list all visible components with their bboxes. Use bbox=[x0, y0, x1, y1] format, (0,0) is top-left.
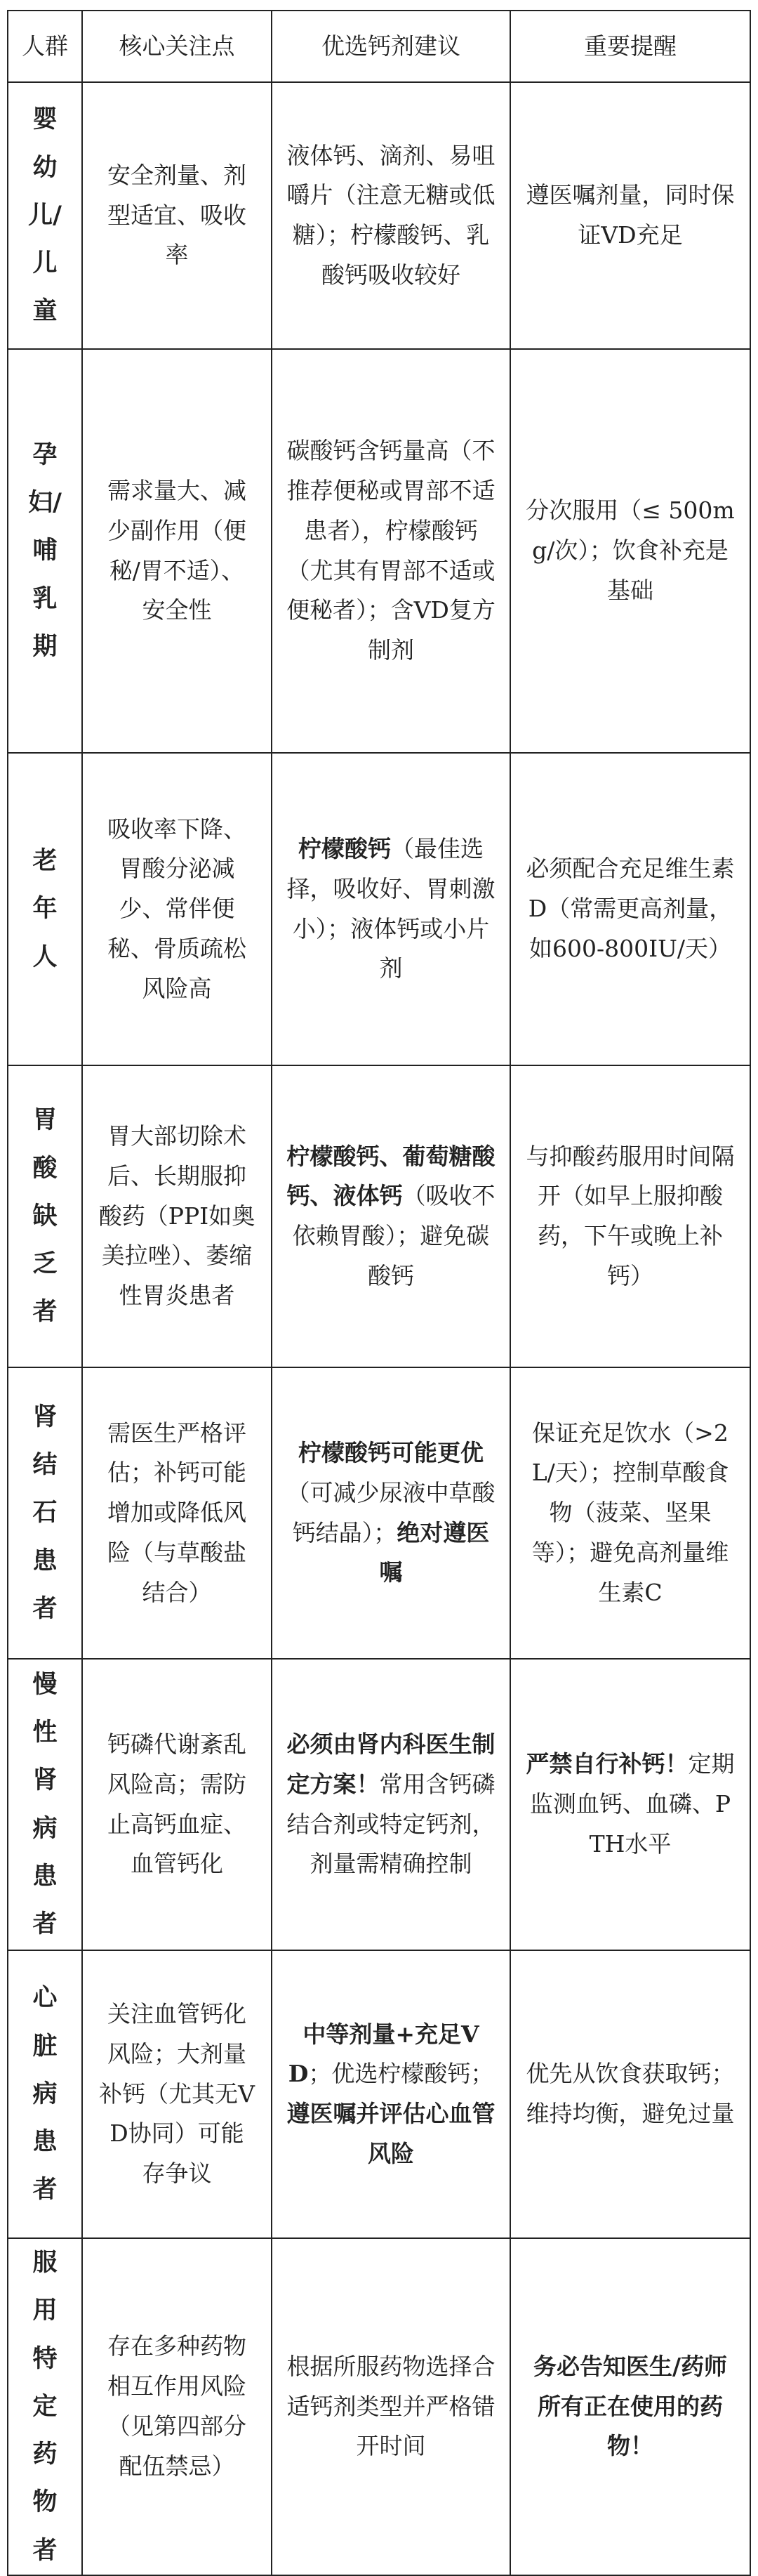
population-cell: 心脏病患者 bbox=[8, 1950, 82, 2238]
population-cell: 孕妇/哺乳期 bbox=[8, 349, 82, 753]
reminder-text: 定期监测血钙、血磷、PTH水平 bbox=[529, 1750, 735, 1858]
reminder-cell bbox=[510, 1950, 750, 2238]
focus-cell: 钙磷代谢紊乱风险高；需防止高钙血症、血管钙化 bbox=[82, 1659, 272, 1950]
suggestion-cell bbox=[272, 349, 510, 753]
suggestion-cell bbox=[272, 82, 510, 349]
population-cell: 服用特定药物者 bbox=[8, 2238, 82, 2575]
suggestion-cell bbox=[272, 1659, 510, 1950]
suggestion-emphasis: 遵医嘱并评估心血管风险 bbox=[286, 2100, 496, 2167]
reminder-cell bbox=[510, 1659, 750, 1950]
suggestion-text: （吸收不依赖胃酸）；避免碳酸钙 bbox=[292, 1182, 496, 1289]
reminder-text: 必须配合充足维生素D（常需更高剂量，如600-800IU/天） bbox=[526, 855, 735, 962]
header-row bbox=[8, 11, 750, 82]
suggestion-text: （最佳选择，吸收好、胃刺激小）；液体钙或小片剂 bbox=[286, 835, 496, 983]
table-row bbox=[8, 1367, 750, 1659]
reminder-cell bbox=[510, 2238, 750, 2575]
suggestion-cell bbox=[272, 1950, 510, 2238]
focus-cell: 需医生严格评估；补钙可能增加或降低风险（与草酸盐结合） bbox=[82, 1367, 272, 1659]
table-row bbox=[8, 349, 750, 753]
population-cell: 肾结石患者 bbox=[8, 1367, 82, 1659]
population-cell: 胃酸缺乏者 bbox=[8, 1065, 82, 1367]
header-important-reminder: 重要提醒 bbox=[510, 11, 750, 82]
suggestion-text: （可减少尿液中草酸钙结晶）； bbox=[286, 1478, 496, 1546]
population-cell: 婴幼儿/儿童 bbox=[8, 82, 82, 349]
focus-cell: 安全剂量、剂型适宜、吸收率 bbox=[82, 82, 272, 349]
header-population: 人群 bbox=[8, 11, 82, 82]
suggestion-text: 常用含钙磷结合剂或特定钙剂，剂量需精确控制 bbox=[286, 1770, 496, 1878]
table-row bbox=[8, 2238, 750, 2575]
table-row bbox=[8, 82, 750, 349]
suggestion-cell bbox=[272, 2238, 510, 2575]
reminder-cell bbox=[510, 82, 750, 349]
suggestion-cell bbox=[272, 1367, 510, 1659]
reminder-text: 与抑酸药服用时间隔开（如早上服抑酸药，下午或晚上补钙） bbox=[526, 1142, 735, 1289]
table-row bbox=[8, 1659, 750, 1950]
header-recommended-calcium: 优选钙剂建议 bbox=[272, 11, 510, 82]
suggestion-text: 根据所服药物选择合适钙剂类型并严格错开时间 bbox=[286, 2352, 496, 2460]
calcium-recommendation-table bbox=[7, 10, 751, 2576]
suggestion-emphasis: 柠檬酸钙可能更优 bbox=[298, 1439, 484, 1466]
suggestion-emphasis: 柠檬酸钙 bbox=[298, 835, 391, 862]
reminder-emphasis: 务必告知医生/药师所有正在使用的药物！ bbox=[533, 2352, 728, 2460]
reminder-cell bbox=[510, 753, 750, 1065]
suggestion-emphasis: 绝对遵医嘱 bbox=[379, 1518, 490, 1586]
reminder-text: 优先从饮食获取钙；维持均衡，避免过量 bbox=[526, 2060, 735, 2127]
focus-cell: 胃大部切除术后、长期服抑酸药（PPI如奥美拉唑）、萎缩性胃炎患者 bbox=[82, 1065, 272, 1367]
suggestion-text: 液体钙、滴剂、易咀嚼片（注意无糖或低糖）；柠檬酸钙、乳酸钙吸收较好 bbox=[286, 141, 496, 289]
reminder-emphasis: 严禁自行补钙！ bbox=[526, 1750, 689, 1778]
reminder-cell bbox=[510, 1065, 750, 1367]
population-cell: 慢性肾病患者 bbox=[8, 1659, 82, 1950]
suggestion-emphasis: 必须由肾内科医生制定方案！ bbox=[286, 1730, 496, 1798]
reminder-text: 保证充足饮水（>2L/天）；控制草酸食物（菠菜、坚果等）；避免高剂量维生素C bbox=[531, 1419, 729, 1606]
header-core-focus: 核心关注点 bbox=[82, 11, 272, 82]
reminder-cell bbox=[510, 349, 750, 753]
focus-cell: 关注血管钙化风险；大剂量补钙（尤其无VD协同）可能存争议 bbox=[82, 1950, 272, 2238]
table-row bbox=[8, 1065, 750, 1367]
focus-cell: 吸收率下降、胃酸分泌减少、常伴便秘、骨质疏松风险高 bbox=[82, 753, 272, 1065]
focus-cell: 存在多种药物相互作用风险（见第四部分配伍禁忌） bbox=[82, 2238, 272, 2575]
suggestion-emphasis: 中等剂量+充足VD bbox=[288, 2020, 479, 2088]
table-row bbox=[8, 753, 750, 1065]
table-row bbox=[8, 1950, 750, 2238]
suggestion-cell bbox=[272, 1065, 510, 1367]
focus-cell: 需求量大、减少副作用（便秘/胃不适）、安全性 bbox=[82, 349, 272, 753]
suggestion-text: 碳酸钙含钙量高（不推荐便秘或胃部不适患者），柠檬酸钙（尤其有胃部不适或便秘者）；含VD复方制剂 bbox=[286, 437, 496, 664]
reminder-text: 遵医嘱剂量，同时保证VD充足 bbox=[526, 181, 735, 249]
suggestion-emphasis: 柠檬酸钙、葡萄糖酸钙、液体钙 bbox=[286, 1142, 496, 1210]
suggestion-text: ；优选柠檬酸钙； bbox=[308, 2060, 494, 2088]
reminder-text: 分次服用（≤ 500mg/次）；饮食补充是基础 bbox=[526, 497, 735, 604]
population-cell: 老年人 bbox=[8, 753, 82, 1065]
reminder-cell bbox=[510, 1367, 750, 1659]
suggestion-cell bbox=[272, 753, 510, 1065]
